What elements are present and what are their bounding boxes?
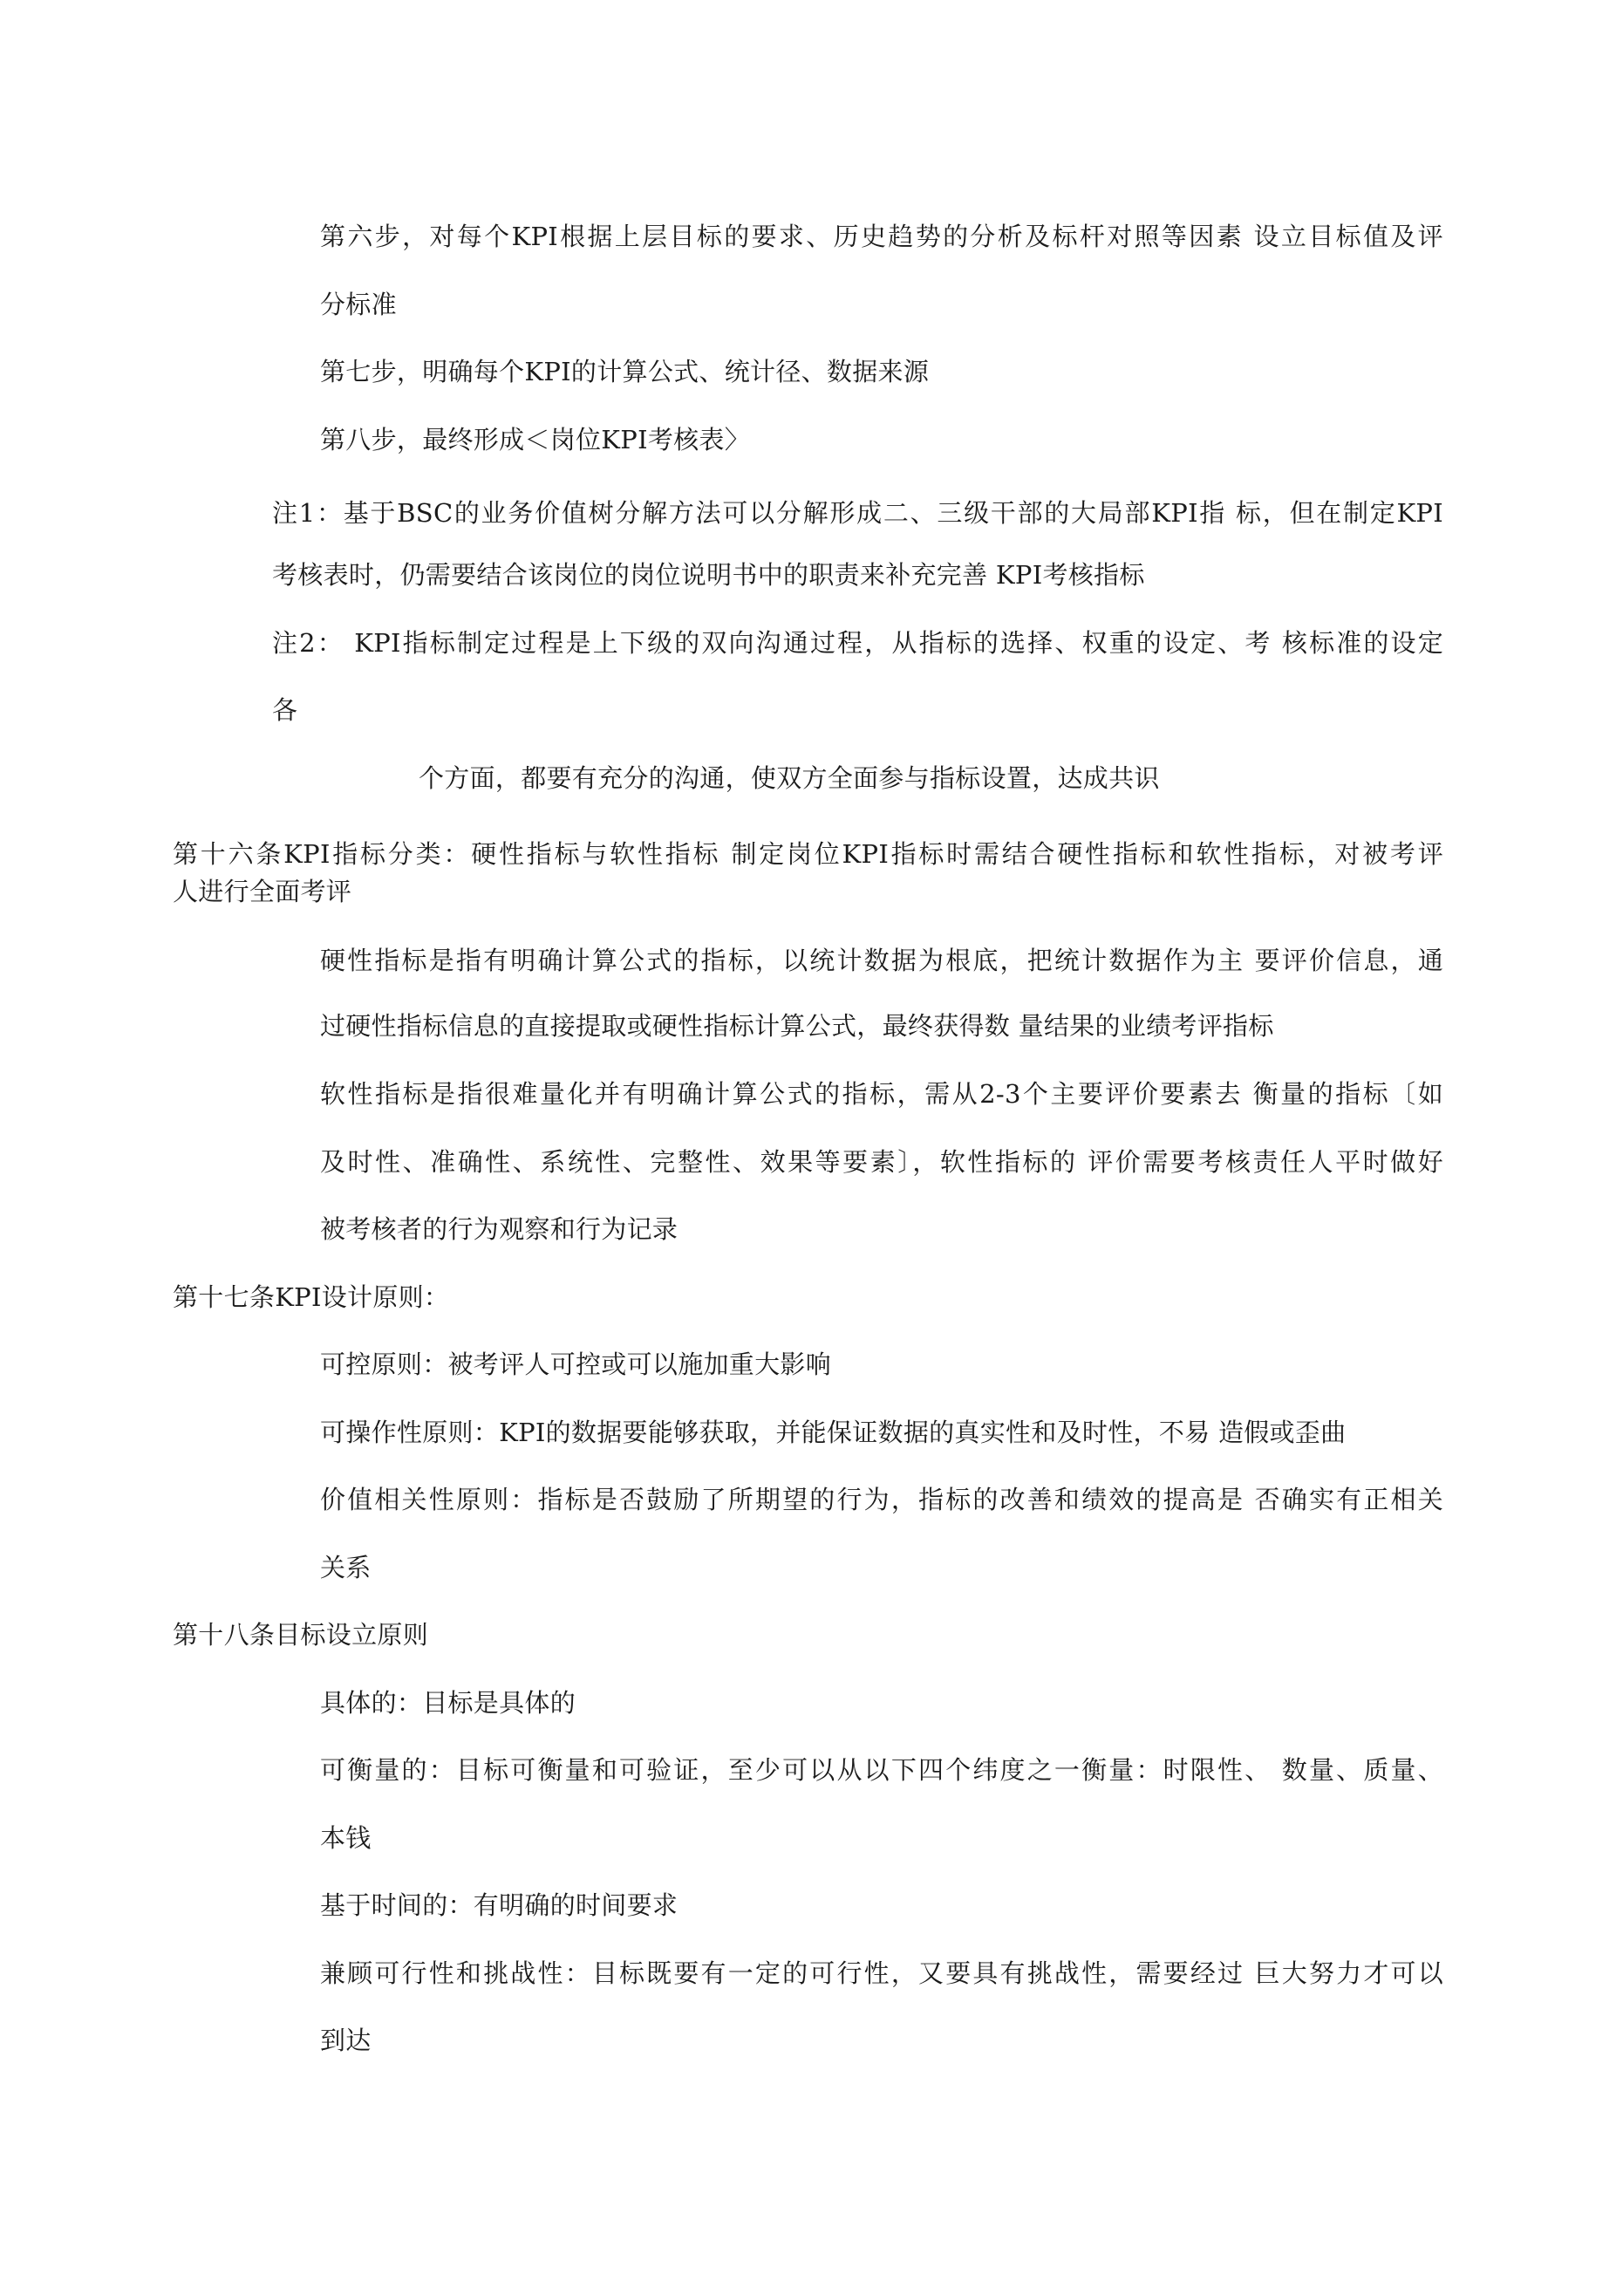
soft-indicator-line1: 软性指标是指很难量化并有明确计算公式的指标，需从2-3个主要评价要素去 衡量的指标〔如: [320, 1079, 1443, 1109]
feasibility-challenge-principle-line1: 兼顾可行性和挑战性：目标既要有一定的可行性，又要具有挑战性，需要经过 巨大努力才可以: [320, 1958, 1443, 1988]
note2-line3: 个方面，都要有充分的沟通，使双方全面参与指标设置，达成共识: [419, 763, 1160, 793]
note1-line1: 注1：基于BSC的业务价值树分解方法可以分解形成二、三级干部的大局部KPI指 标，但在制定KPI: [272, 498, 1443, 528]
step8-line: 第八步，最终形成＜岗位KPI考核表〉: [320, 425, 751, 454]
note1-line2: 考核表时，仍需要结合该岗位的岗位说明书中的职责来补充完善 KPI考核指标: [272, 560, 1145, 590]
operability-principle: 可操作性原则：KPI的数据要能够获取，并能保证数据的真实性和及时性，不易 造假或歪曲: [320, 1418, 1347, 1447]
article17-heading: 第十七条KPI设计原则：: [173, 1282, 450, 1312]
value-relevance-principle-line1: 价值相关性原则：指标是否鼓励了所期望的行为，指标的改善和绩效的提高是 否确实有正相关: [320, 1485, 1443, 1514]
controllable-principle: 可控原则：被考评人可控或可以施加重大影响: [320, 1350, 832, 1379]
measurable-principle-line2: 本钱: [320, 1823, 372, 1853]
article18-heading: 第十八条目标设立原则: [173, 1620, 429, 1650]
step6-line1: 第六步，对每个KPI根据上层目标的要求、历史趋势的分析及标杆对照等因素 设立目标值及评: [320, 222, 1443, 251]
soft-indicator-line2: 及时性、准确性、系统性、完整性、效果等要素〕，软性指标的 评价需要考核责任人平时做好: [320, 1147, 1443, 1177]
time-based-principle: 基于时间的：有明确的时间要求: [320, 1890, 679, 1920]
soft-indicator-line3: 被考核者的行为观察和行为记录: [320, 1214, 679, 1244]
specific-principle: 具体的：目标是具体的: [320, 1688, 576, 1718]
note2-line2: 各: [272, 695, 298, 725]
measurable-principle-line1: 可衡量的：目标可衡量和可验证，至少可以从以下四个纬度之一衡量：时限性、 数量、质量、: [320, 1755, 1443, 1785]
article16-heading-line2: 人进行全面考评: [173, 877, 352, 906]
hard-indicator-line2: 过硬性指标信息的直接提取或硬性指标计算公式，最终获得数 量结果的业绩考评指标: [320, 1011, 1274, 1041]
note2-line1: 注2： KPI指标制定过程是上下级的双向沟通过程，从指标的选择、权重的设定、考 核标准的设定: [272, 628, 1443, 658]
feasibility-challenge-principle-line2: 到达: [320, 2026, 372, 2055]
hard-indicator-line1: 硬性指标是指有明确计算公式的指标，以统计数据为根底，把统计数据作为主 要评价信息，通: [320, 946, 1443, 975]
value-relevance-principle-line2: 关系: [320, 1553, 372, 1582]
article16-heading-line1: 第十六条KPI指标分类：硬性指标与软性指标 制定岗位KPI指标时需结合硬性指标和软性指标，对被考评: [173, 839, 1443, 869]
step6-line2: 分标准: [320, 290, 397, 319]
step7-line: 第七步，明确每个KPI的计算公式、统计径、数据来源: [320, 357, 930, 386]
